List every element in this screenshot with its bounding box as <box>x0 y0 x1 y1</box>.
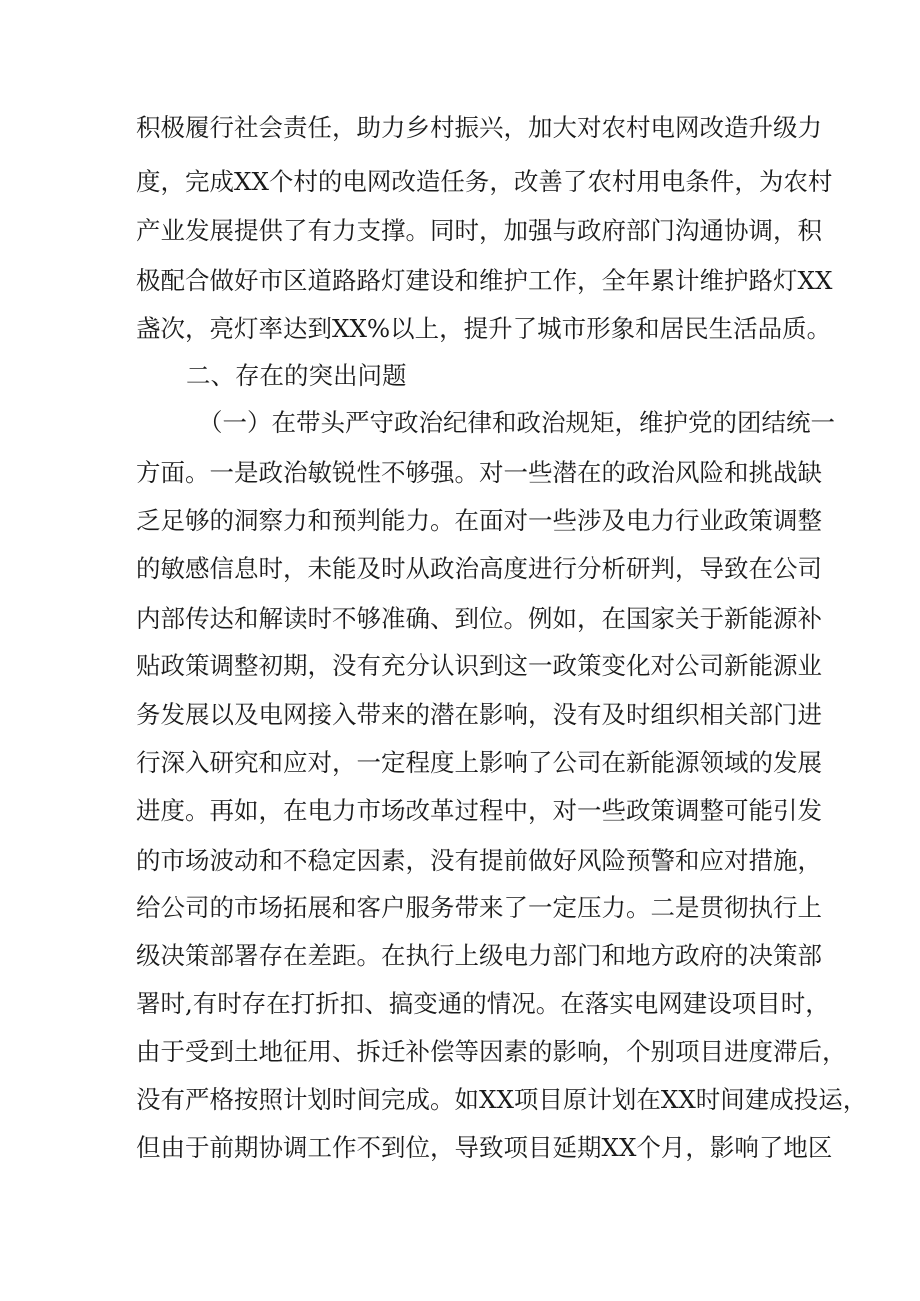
text-line: 的市场波动和不稳定因素，没有提前做好风险预警和应对措施， <box>136 846 822 875</box>
text-line: 给公司的市场拓展和客户服务带来了一定压力。二是贯彻执行上 <box>136 893 822 922</box>
subsection-heading-line: （一）在带头严守政治纪律和政治规矩，维护党的团结统一 <box>198 408 835 437</box>
text-line: 积极履行社会责任，助力乡村振兴，加大对农村电网改造升级力 <box>136 113 822 142</box>
text-line: 贴政策调整初期，没有充分认识到这一政策变化对公司新能源业 <box>136 651 822 680</box>
text-line: 度，完成XX个村的电网改造任务，改善了农村用电条件，为农村 <box>136 167 833 196</box>
text-line: 级决策部署存在差距。在执行上级电力部门和地方政府的决策部 <box>136 941 822 970</box>
text-line: 内部传达和解读时不够准确、到位。例如，在国家关于新能源补 <box>136 604 822 633</box>
text-line: 没有严格按照计划时间完成。如XX项目原计划在XX时间建成投运， <box>136 1085 868 1114</box>
text-line: 盏次，亮灯率达到XX%以上，提升了城市形象和居民生活品质。 <box>136 314 832 343</box>
text-line: 务发展以及电网接入带来的潜在影响，没有及时组织相关部门进 <box>136 700 822 729</box>
text-line: 进度。再如，在电力市场改革过程中，对一些政策调整可能引发 <box>136 796 822 825</box>
text-line: 行深入研究和应对，一定程度上影响了公司在新能源领域的发展 <box>136 748 822 777</box>
text-line: 的敏感信息时，未能及时从政治高度进行分析研判，导致在公司 <box>136 554 822 583</box>
text-line: 乏足够的洞察力和预判能力。在面对一些涉及电力行业政策调整 <box>136 506 822 535</box>
text-line: 极配合做好市区道路路灯建设和维护工作，全年累计维护路灯XX <box>136 266 833 295</box>
section-heading: 二、存在的突出问题 <box>186 361 407 390</box>
text-line: 但由于前期协调工作不到位，导致项目延期XX个月，影响了地区 <box>136 1133 833 1162</box>
text-line: 方面。一是政治敏锐性不够强。对一些潜在的政治风险和挑战缺 <box>136 458 822 487</box>
text-line: 由于受到土地征用、拆迁补偿等因素的影响，个别项目进度滞后， <box>136 1037 847 1066</box>
text-line: 署时,有时存在打折扣、搞变通的情况。在落实电网建设项目时， <box>136 989 830 1018</box>
text-line: 产业发展提供了有力支撑。同时，加强与政府部门沟通协调，积 <box>136 216 822 245</box>
